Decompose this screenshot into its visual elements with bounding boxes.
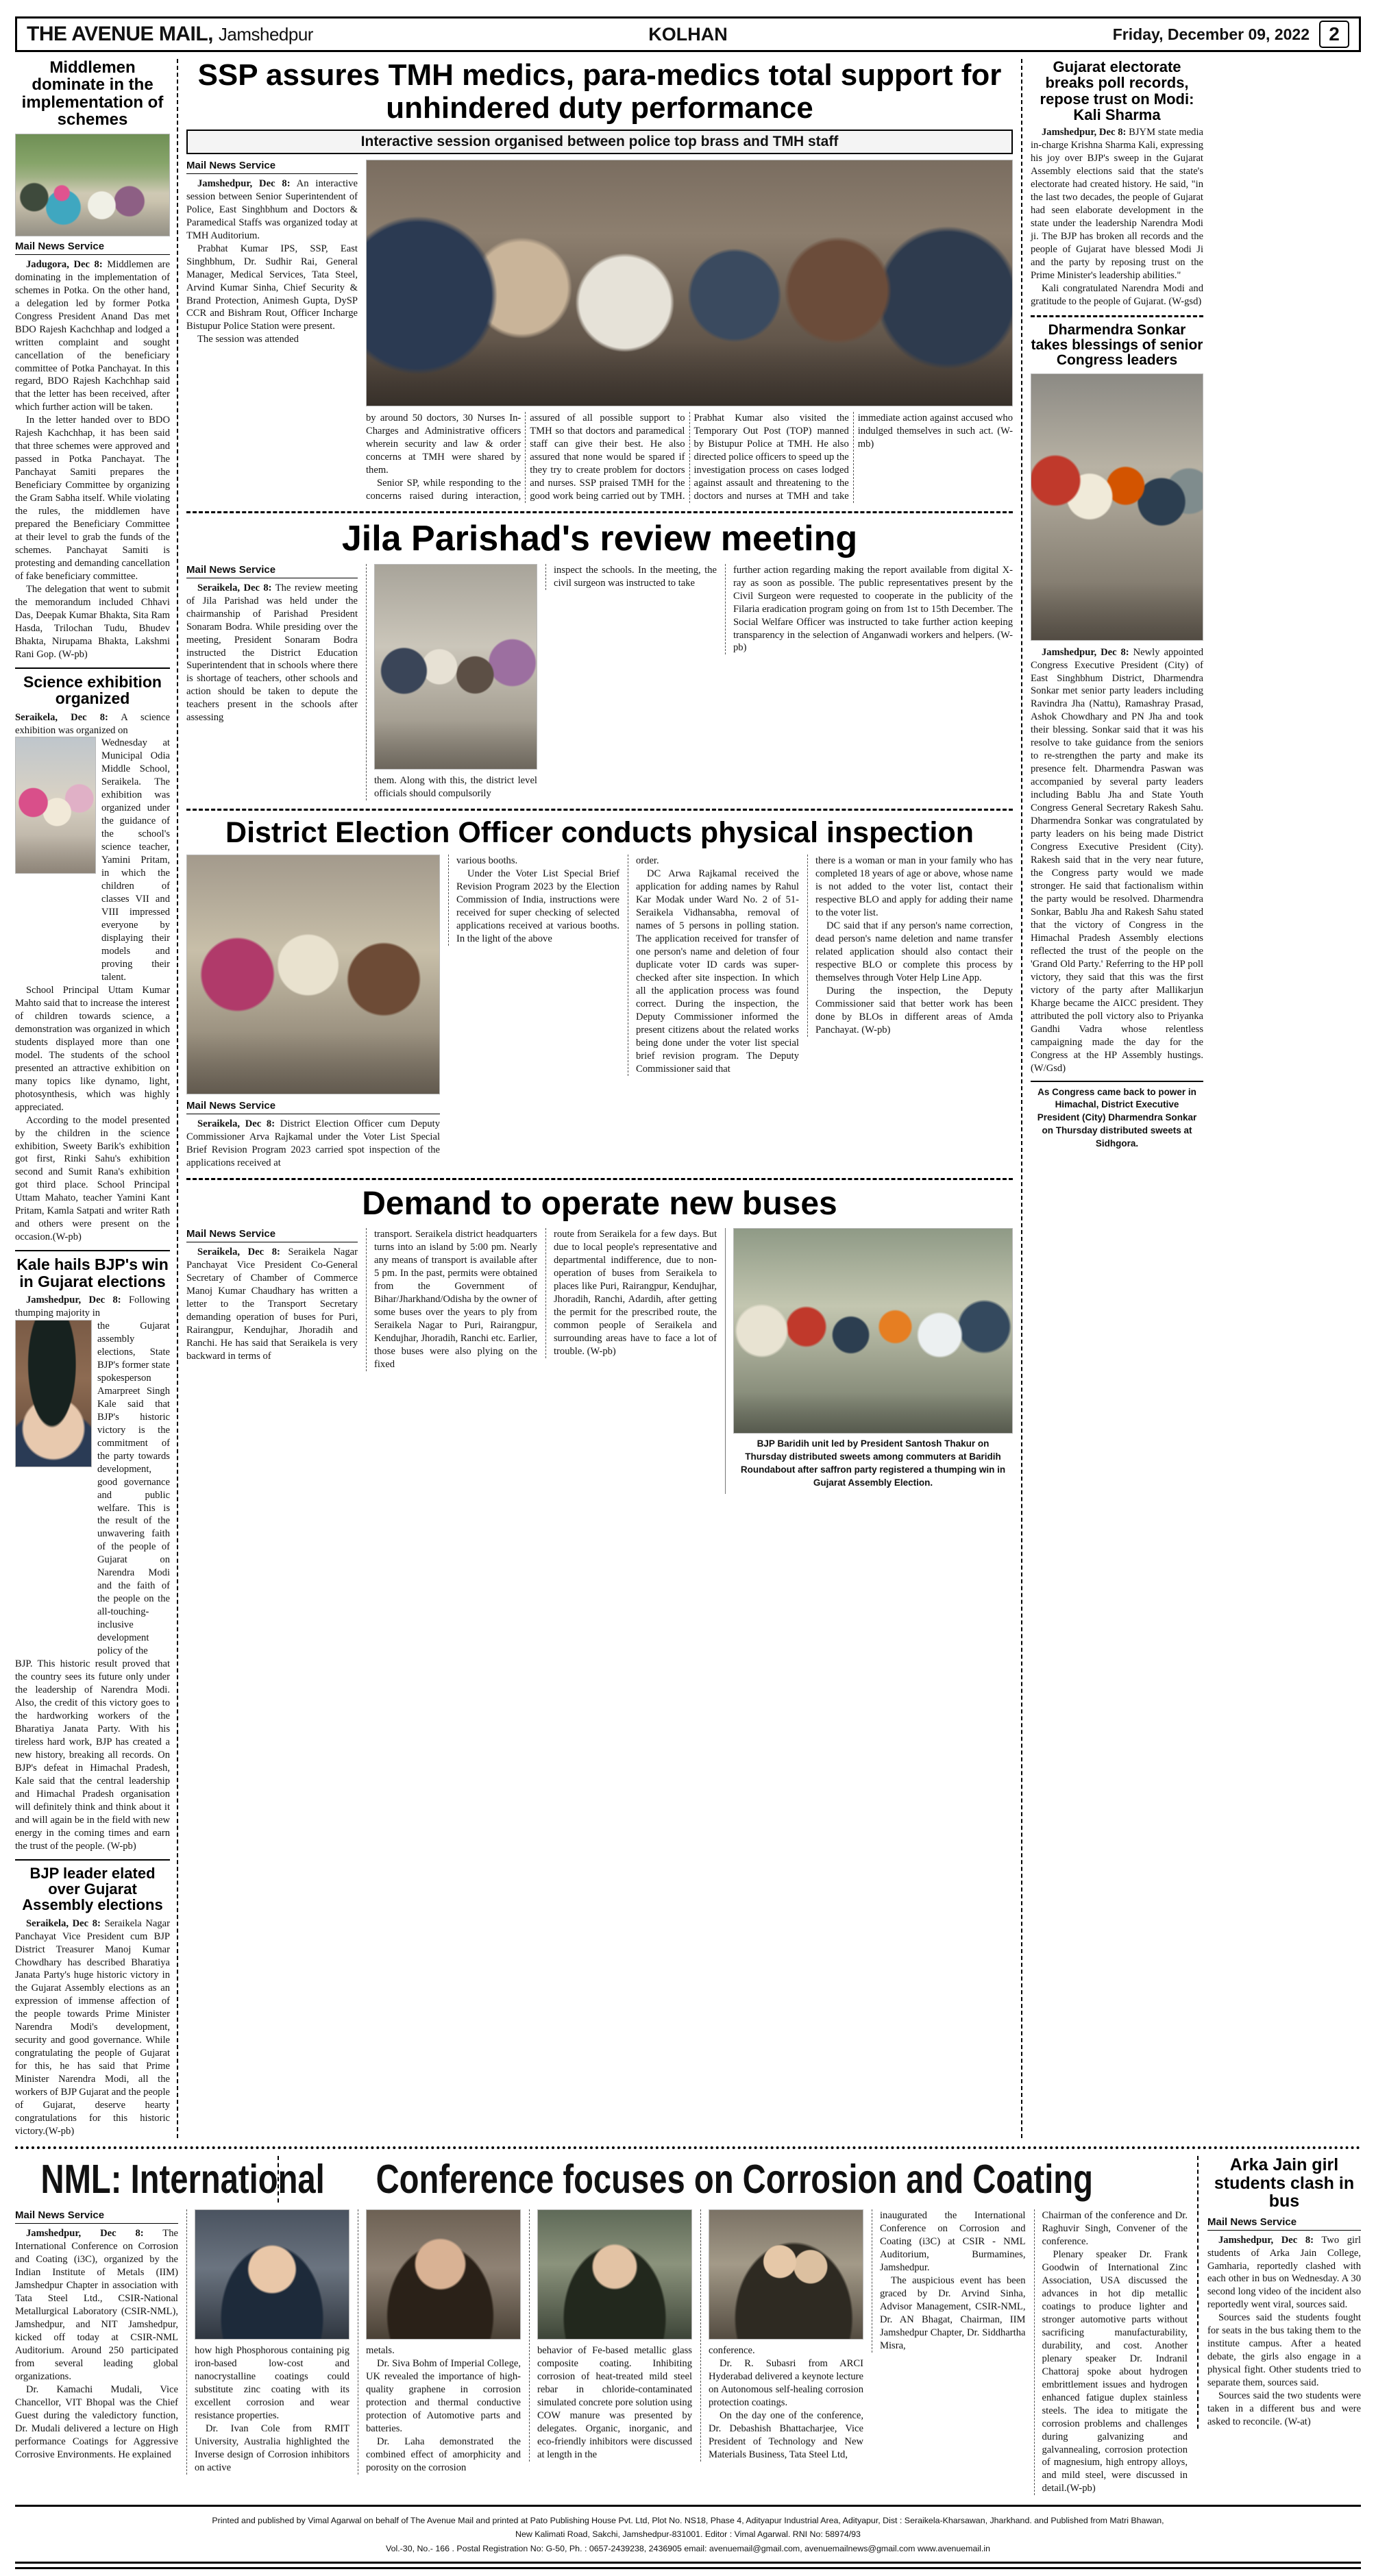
body-jila-col4: further action regarding making the report available from digital X-ray as soon as possible. The public representatives present by the Civil Surgeon were requested to cooperate in the publicity of the Filaria eradication program going on from 1st to 15th December. The Social Welfare Officer was instructed to take further action keeping transparency in the selection of Anganwadi workers and helpers. (W-pb) — [733, 564, 1013, 654]
body-kale-lead: Jamshedpur, Dec 8: Following thumping majority in — [15, 1295, 171, 1318]
byline-deo: Mail News Service — [186, 1100, 440, 1114]
byline-buses: Mail News Service — [186, 1228, 358, 1242]
headline-ssp: SSP assures TMH medics, para-medics total support for unhindered duty performance — [197, 58, 1002, 125]
body-nml-col7: Chairman of the conference and Dr. Raghuvir Singh, Convener of the conference. Plenary speaker Dr. Frank Goodwin of International Zinc Association, USA discussed the advances in hot dip metallic coatings to produce lighter and stronger automotive parts without sacrificing manufacturability, durability, and cost. Another plenary speaker Dr. Indranil Chattoraj spoke about hydrogen embrittlement issues and hydrogen enhanced fatigue duplex stainless steels. The idea to mitigate the corrosion problems and challenges during galvanizing and galvannealing, corrosion protection of magnesium, high entropy alloys, and mild steel, were discussed in detail.(W-pb) — [1042, 2210, 1188, 2494]
body-nml-col3: metals. Dr. Siva Bohm of Imperial College, UK revealed the importance of high-quality graphene in corrosion protection and thermal conductive protection of Automotive parts and batteries. Dr. Laha demonstrated the combined effect of amorphicity and porosity on the corrosion — [366, 2345, 521, 2473]
photo-amarpreet-singh-kale — [15, 1320, 92, 1467]
headline-sonkar: Dharmendra Sonkar takes blessings of senior Congress leaders — [1031, 321, 1203, 369]
byline-middlemen: Mail News Service — [15, 241, 170, 255]
body-kale-2: BJP. This historic result proved that the country sees its future only under the leadership of Narendra Modi. Also, the credit of this victory goes to the hardworking workers of the Bharatiya Janata Party. With his tireless hard work, BJP has created a new history, breaking all records. On BJP's defeat in Himachal Pradesh, Kale said that the central leadership and Himachal Pradesh organisation will definitely think and think about it and will again be in the field with new energy in the coming times and earn the trust of the people. (W-pb) — [15, 1658, 170, 1852]
issue-date: Friday, December 09, 2022 — [1112, 25, 1310, 43]
body-buses-col3: route from Seraikela for a few days. But due to local people's representative and departmental indifference, due to non-operation of buses from Seraikela to places like Puri, Rairangpur, Kendujhar, Jhoradih, Ranchi, Adardih, after getting the permit for the prescribed route, the common people of Seraikela and surrounding areas have to face a lot of trouble. (W-pb) — [554, 1228, 717, 1357]
headline-buses: Demand to operate new buses — [362, 1186, 837, 1223]
body-deo-col4: there is a woman or man in your family who has completed 18 years of age or above, whose name is not added to the voter list, contact their respective BLO and apply for adding their name to the voter list. DC said that if any person's name correction, dead person's name deletion and name transfer related application should also contact their respective BLO or complete this process by themselves through Voter Help Line App. During the inspection, the Deputy Commissioner said that better work has been done by BLOs in different areas of Amda Panchayat. (W-pb) — [815, 855, 1013, 1035]
subhead-ssp: Interactive session organised between police top brass and TMH staff — [186, 130, 1013, 154]
headline-nml-right: Conference focuses on Corrosion and Coating — [376, 2157, 1093, 2203]
column-arka — [1197, 2156, 1361, 2429]
footer-line-3: Vol.-30, No.- 166 . Postal Registration No: G-50, Ph. : 0657-2439238, 2436905 email: avenuemail@gmail.com, avenuemailnews@gmail.com www.avenuemail.in — [386, 2543, 990, 2553]
photo-jila-parishad-meeting — [374, 564, 537, 770]
photo-nml-speaker-1 — [195, 2209, 349, 2340]
body-buses-col2: transport. Seraikela district headquarters turns into an island by 5:00 pm. Nearly any means of transport is available after 5 pm. In the past, permits were obtained from the Government of Bihar/Jharkhand/Odisha by the owner of some buses over the years to ply from Seraikela Nagar to Puri, Rairangpur, Kendujhar, Jhoradih, Ranchi etc. Earlier, those buses were also plying on the fixed — [374, 1228, 537, 1370]
footer-line-1: Printed and published by Vimal Agarwal on behalf of The Avenue Mail and printed at Pato Publishing House Pvt. Ltd, Plot No. NS18, Phase 4, Adityapur Industrial Area, Adityapur, Dist : Seraikela-Kharsawan, Jharkhand. and Published from Matri Bhawan, — [212, 2516, 1164, 2526]
caption-sonkar-sweets: As Congress came back to power in Himachal, District Executive President (City) Dharmendra Sonkar on Thursday distributed sweets at Sidhgora. — [1037, 1086, 1197, 1149]
body-gujarat-electorate: Jamshedpur, Dec 8: BJYM state media in-charge Krishna Sharma Kali, expressing his joy over BJP's sweep in the Gujarat Assembly elections said that the state's electorate had created history. He said, "in the last two decades, the people of Gujarat had seen elaborate development in the state under the leadership Narendra Modi ji. The BJP has broken all records and the people of Gujarat have blessed Modi Ji and the party by reposing trust on the Prime Minister's leadership abilities." Kali congratulated Narendra Modi and gratitude to the people of Gujarat. (W-gsd) — [1031, 127, 1203, 307]
photo-sonkar-congress-leaders — [1031, 373, 1203, 641]
body-deo-col2: various booths. Under the Voter List Special Brief Revision Program 2023 by the Election Commission of India, instructions were received for super checking of selected applications received at various booths. In the light of the above — [456, 855, 619, 944]
body-buses-col1: Seraikela, Dec 8: Seraikela Nagar Panchayat Vice President Co-General Secretary of Chamber of Commerce Manoj Kumar Chaudhary has written a letter to the Transport Secretary demanding operation of buses for Puri, Rairangpur, Kendujhar, Jhoradih and Ranchi. He has said that Seraikela is very backward in terms of — [186, 1246, 358, 1362]
paper-name: THE AVENUE MAIL — [27, 23, 208, 45]
headline-gujarat-electorate: Gujarat electorate breaks poll records, repose trust on Modi: Kali Sharma — [1040, 58, 1194, 123]
headline-kale: Kale hails BJP's win in Gujarat elections — [16, 1255, 169, 1290]
body-middlemen: Jadugora, Dec 8: Middlemen are dominating in the implementation of schemes in Potka. On the other hand, a delegation led by former Potka Congress President Anand Das met BDO Rajesh Kachchhap and lodged a written complaint and sought cancellation of the beneficiary committee of Potka Panchayat. In this regard, BDO Rajesh Kachchhap said that the letter has been received, after which further action will be taken. In the letter handed over to BDO Rajesh Kachchhap, it has been said that three schemes were approved and passed in Potka Panchayat. The Panchayat Samiti prepares the Beneficiary Committee by organizing the Gram Sabha itself. While violating the rules, the middlemen have prepared the Beneficiary Committee at their level to grab the funds of the schemes. Panchayat Samiti is protesting and demanding cancellation of fake beneficiary committee. The delegation that went to submit the memorandum included Chhavi Das, Deepak Kumar Bhakta, Sita Ram Hasda, Trilochan Tudu, Bhudev Bhakta, Nirupama Bhakta, Lakshmi Rani Gop. (W-pb) — [15, 258, 170, 660]
body-ssp-col1: Jamshedpur, Dec 8: An interactive session between Senior Superintendent of Police, East Singhbhum and Doctors & Paramedical Staffs was organized today at TMH Auditorium. Prabhat Kumar IPS, SSP, East Singhbhum, Dr. Sudhir Rai, General Manager, Medical Services, Tata Steel, Arvind Kumar Sinha, Chief Security & Brand Protection, Animesh Gupta, DySP CCR and Bishram Rout, Officer Incharge Bistupur Police Station were present. The session was attended — [186, 177, 358, 345]
masthead-right — [1113, 21, 1349, 48]
edition-name: KOLHAN — [648, 23, 728, 45]
block-nml — [15, 2146, 1361, 2495]
body-science-2: School Principal Uttam Kumar Mahto said that to increase the interest of children towards science, a demonstration was organized in which students displayed more than one model. The students of the school presented an attractive exhibition on many topics like dynamo, light, photosynthesis, which was highly appreciated. According to the model presented by the children in the science exhibition, Sweety Barik's exhibition got first, Rinki Sahu's exhibition second and Sumit Rana's exhibition got third place. School Principal Uttam Mahato, teacher Yamini Kant Pritam, Kamla Satpati and writer Rath and others were present on the occasion.(W-pb) — [15, 984, 170, 1243]
byline-jila: Mail News Service — [186, 564, 358, 578]
footer-line-2: New Kalimati Road, Sakchi, Jamshedpur-831001. Editor : Vimal Agarwal. RNI No: 58974/93 — [515, 2529, 861, 2540]
photo-ssp-tmh-session — [366, 160, 1013, 406]
byline-ssp: Mail News Service — [186, 160, 358, 174]
body-nml-col4: behavior of Fe-based metallic glass composite coating. Inhibiting corrosion of heat-treated mild steel rebar in chloride-contaminated simulated concrete pore solution using COW manure was presented by delegates. Organic, inorganic, and eco-friendly inhibitors were discussed at length in the — [537, 2345, 692, 2460]
column-right-top — [1022, 59, 1203, 2138]
body-nml-col1: Jamshedpur, Dec 8: The International Conference on Corrosion and Coating (i3C), organized by the Indian Institute of Metals (IIM) Jamshedpur Chapter in association with Tata Steel Ltd., CSIR-National Metallurgical Laboratory (CSIR-NML), Jamshedpur, and NIT Jamshedpur, kicked off today at CSIR-NML Auditorium. Around 250 participated from several leading global organizations. Dr. Kamachi Mudali, Vice Chancellor, VIT Bhopal was the Chief Guest during the valedictory function, Dr. Mudali delivered a lecture on High performance Coatings for Aggressive Corrosive Environments. He explained — [15, 2228, 179, 2460]
body-nml-col6: inaugurated the International Conference on Corrosion and Coating (i3C) at CSIR - NML Auditorium, Burmamines, Jamshedpur. The auspicious event has been graced by Dr. Arvind Sinha, Advisor Management, CSIR-NML, Dr. AN Bhagat, Chairman, IIM Jamshedpur Chapter, Dr. Siddhartha Misra, — [880, 2210, 1026, 2351]
body-deo-col1: Seraikela, Dec 8: District Election Officer cum Deputy Commissioner Arva Rajkamal under the Voter List Special Brief Revision Program 2023 carried spot inspection of the applications received at — [186, 1118, 440, 1169]
body-ssp-cols: by around 50 doctors, 30 Nurses In-Charges and Administrative officers wherein security and law & order concerns at TMH were shared by them. Senior SP, while responding to the concerns raised during interaction, assured of all possible support to TMH so that doctors and paramedical staff can give their best. He also assured that none would be spared if they try to create problem for doctors and nurses. SSP praised TMH for the good work being carried out by TMH. Prabhat Kumar also visited the Temporary Out Post (TOP) manned by Bistupur Police at TMH. He also directed police officers to speed up the investigation process on cases lodged against assault and threatening to the doctors and nurses at TMH and take immediate action against accused who indulged themselves in such act. (W-mb) — [366, 412, 1013, 502]
headline-deo: District Election Officer conducts physical inspection — [225, 815, 974, 849]
photo-nml-inauguration — [709, 2209, 863, 2340]
divider — [186, 511, 1013, 513]
body-bjp-leader: Seraikela, Dec 8: Seraikela Nagar Panchayat Vice President cum BJP District Treasurer Manoj Kumar Chowdhary has described Bharatiya Janata Party's huge historic victory in the Gujarat Assembly elections as an expression of immense affection of the people towards Prime Minister Narendra Modi's development, security and good governance. While congratulating the people of Gujarat for this, he has said that Prime Minister Narendra Modi, all the workers of BJP Gujarat and the people of Gujarat, deserve hearty congratulations for this historic victory.(W-pb) — [15, 1917, 170, 2137]
body-nml-col5: conference. Dr. R. Subasri from ARCI Hyderabad delivered a keynote lecture on Autonomous self-healing corrosion protection coatings. On the day one of the conference, Dr. Debashish Bhattacharjee, Vice President of Technology and New Materials Business, Tata Steel Ltd, — [709, 2345, 863, 2460]
divider — [15, 667, 170, 669]
body-arka: Jamshedpur, Dec 8: Two girl students of Arka Jain College, Gamharia, reportedly clashed with each other in bus on Wednesday. A 30 second long video of the incident also reportedly went viral, sources said. Sources said the students fought for seats in the bus taking them to the institute campus. After a heated debate, the girls also engage in a physical fight. Other students tried to separate them, sources said. Sources said the two students were taken in a different bus and were asked to reconcile. (W-at) — [1207, 2234, 1362, 2428]
body-science-wrap: Wednesday at Municipal Odia Middle School, Seraikela. The exhibition was organized under the guidance of the school's science teacher, Yamini Pritam, in which the children of classes VII and VIII impressed everyone by displaying their models and proving their talent. — [101, 737, 170, 983]
body-kale-wrap: the Gujarat assembly elections, State BJP's former state spokesperson Amarpreet Singh Kale said that BJP's historic victory is the commitment of the party towards development, good governance and public welfare. This is the result of the unwavering faith of the people of Gujarat on Narendra Modi and the faith of the people on the all-touching-inclusive development policy of the — [97, 1320, 170, 1657]
body-jila-col3: inspect the schools. In the meeting, the civil surgeon was instructed to take — [554, 564, 717, 589]
divider — [15, 1859, 170, 1861]
block-top — [15, 59, 1361, 2138]
body-jila-col2: them. Along with this, the district level officials should compulsorily — [374, 774, 537, 799]
column-middle-top — [177, 59, 1022, 2138]
photo-nml-speaker-3 — [537, 2209, 692, 2340]
masthead — [15, 16, 1361, 52]
headline-science: Science exhibition organized — [23, 672, 162, 708]
footer-imprint — [15, 2505, 1361, 2563]
masthead-title: THE AVENUE MAIL, Jamshedpur — [27, 23, 313, 45]
column-left-top — [15, 59, 177, 2138]
divider — [15, 1250, 170, 1251]
photo-nml-speaker-2 — [366, 2209, 521, 2340]
photo-middlemen-delegation — [15, 134, 170, 236]
body-jila-col1: Seraikela, Dec 8: The review meeting of Jila Parishad was held under the chairmanship of Parishad President Sonaram Bodra. While presiding over the meeting, President Sonaram Bodra instructed the District Education Superintendent that in schools where there is shortage of teachers, other schools and action should be taken to depute the teachers present in the schools after assessing — [186, 582, 358, 724]
footer-rule — [15, 2567, 1361, 2569]
page-number: 2 — [1319, 21, 1349, 48]
photo-bjp-baridih-sweets — [733, 1228, 1013, 1434]
byline-nml: Mail News Service — [15, 2209, 178, 2224]
headline-jila: Jila Parishad's review meeting — [341, 518, 858, 559]
body-science: Seraikela, Dec 8: A science exhibition was organized on — [15, 711, 171, 736]
headline-nml-left: NML: International — [40, 2157, 325, 2203]
divider — [186, 809, 1013, 811]
photo-deo-inspection — [186, 855, 440, 1094]
headline-bjp-leader: BJP leader elated over Gujarat Assembly elections — [22, 1864, 163, 1914]
photo-science-exhibition — [15, 737, 96, 874]
headline-middlemen: Middlemen dominate in the implementation of schemes — [21, 58, 164, 130]
body-nml-col2: how high Phosphorous containing pig iron-based low-cost and nanocrystalline coatings could substitute zinc coating with its excellent corrosion and wear resistance properties. Dr. Ivan Cole from RMIT University, Australia highlighted the Inverse design of Corrosion inhibitors on active — [195, 2345, 349, 2473]
divider — [186, 1178, 1013, 1180]
divider — [15, 2146, 1361, 2149]
body-sonkar: Jamshedpur, Dec 8: Newly appointed Congress Executive President (City) of East Singhbhum District, Dharmendra Sonkar met senior party leaders including Ravindra Jha (Nattu), Ramashray Prasad, Ashok Chowdhary and PN Jha and took their blessing. Sonkar said that it was his resolve to take guidance from the seniors to re-strengthen the party and make its presence felt. Dharmendra Paswan was accompanied by several party leaders including Bablu Jha and State Youth Congress General Secretary Rakesh Sahu. Dharmendra Sonkar was congratulated by party leaders on his being made District Congress Executive President (City). Rakesh said that in the very near future, the Congress party would we made stronger. He said that factionalism within the party would be resolved. Dharmendra Sonkar, Bablu Jha and Rakesh Sahu stated that the victory of Congress in the Himachal Pradesh Assembly elections reflected the trust of the people on the 'Grand Old Party.' Referring to the HP poll victory, they said that this was the first victory of the party after Mallikarjun Kharge became the AICC president. They attributed the poll victory also to Priyanka Gandhi Vadra whose relentless campaigning made the day for the Congress at the HP Assembly hustings. (W/Gsd) — [1031, 646, 1203, 1074]
body-deo-col3: order. DC Arwa Rajkamal received the application for adding names by Rahul Kar Modak under Ward No. 2 of 51-Seraikela Vidhansabha, removal of names of 5 persons in polling station. The application received for transfer of one person's name and deletion of four duplicate voter ID cards was super-checked after site inspection. In which all the application process was found correct. During the inspection, the Deputy Commissioner informed the present citizens about the related works being done under the voter list special brief revision program. The Deputy Commissioner said that — [636, 855, 799, 1075]
byline-arka: Mail News Service — [1207, 2216, 1361, 2231]
caption-bjp-baridih: BJP Baridih unit led by President Santosh Thakur on Thursday distributed sweets among commuters at Baridih Roundabout after saffron party registered a thumping win in Gujarat Assembly Election. — [740, 1438, 1006, 1488]
headline-arka: Arka Jain girl students clash in bus — [1214, 2155, 1355, 2211]
divider — [1031, 315, 1203, 317]
paper-city: Jamshedpur — [218, 24, 313, 45]
